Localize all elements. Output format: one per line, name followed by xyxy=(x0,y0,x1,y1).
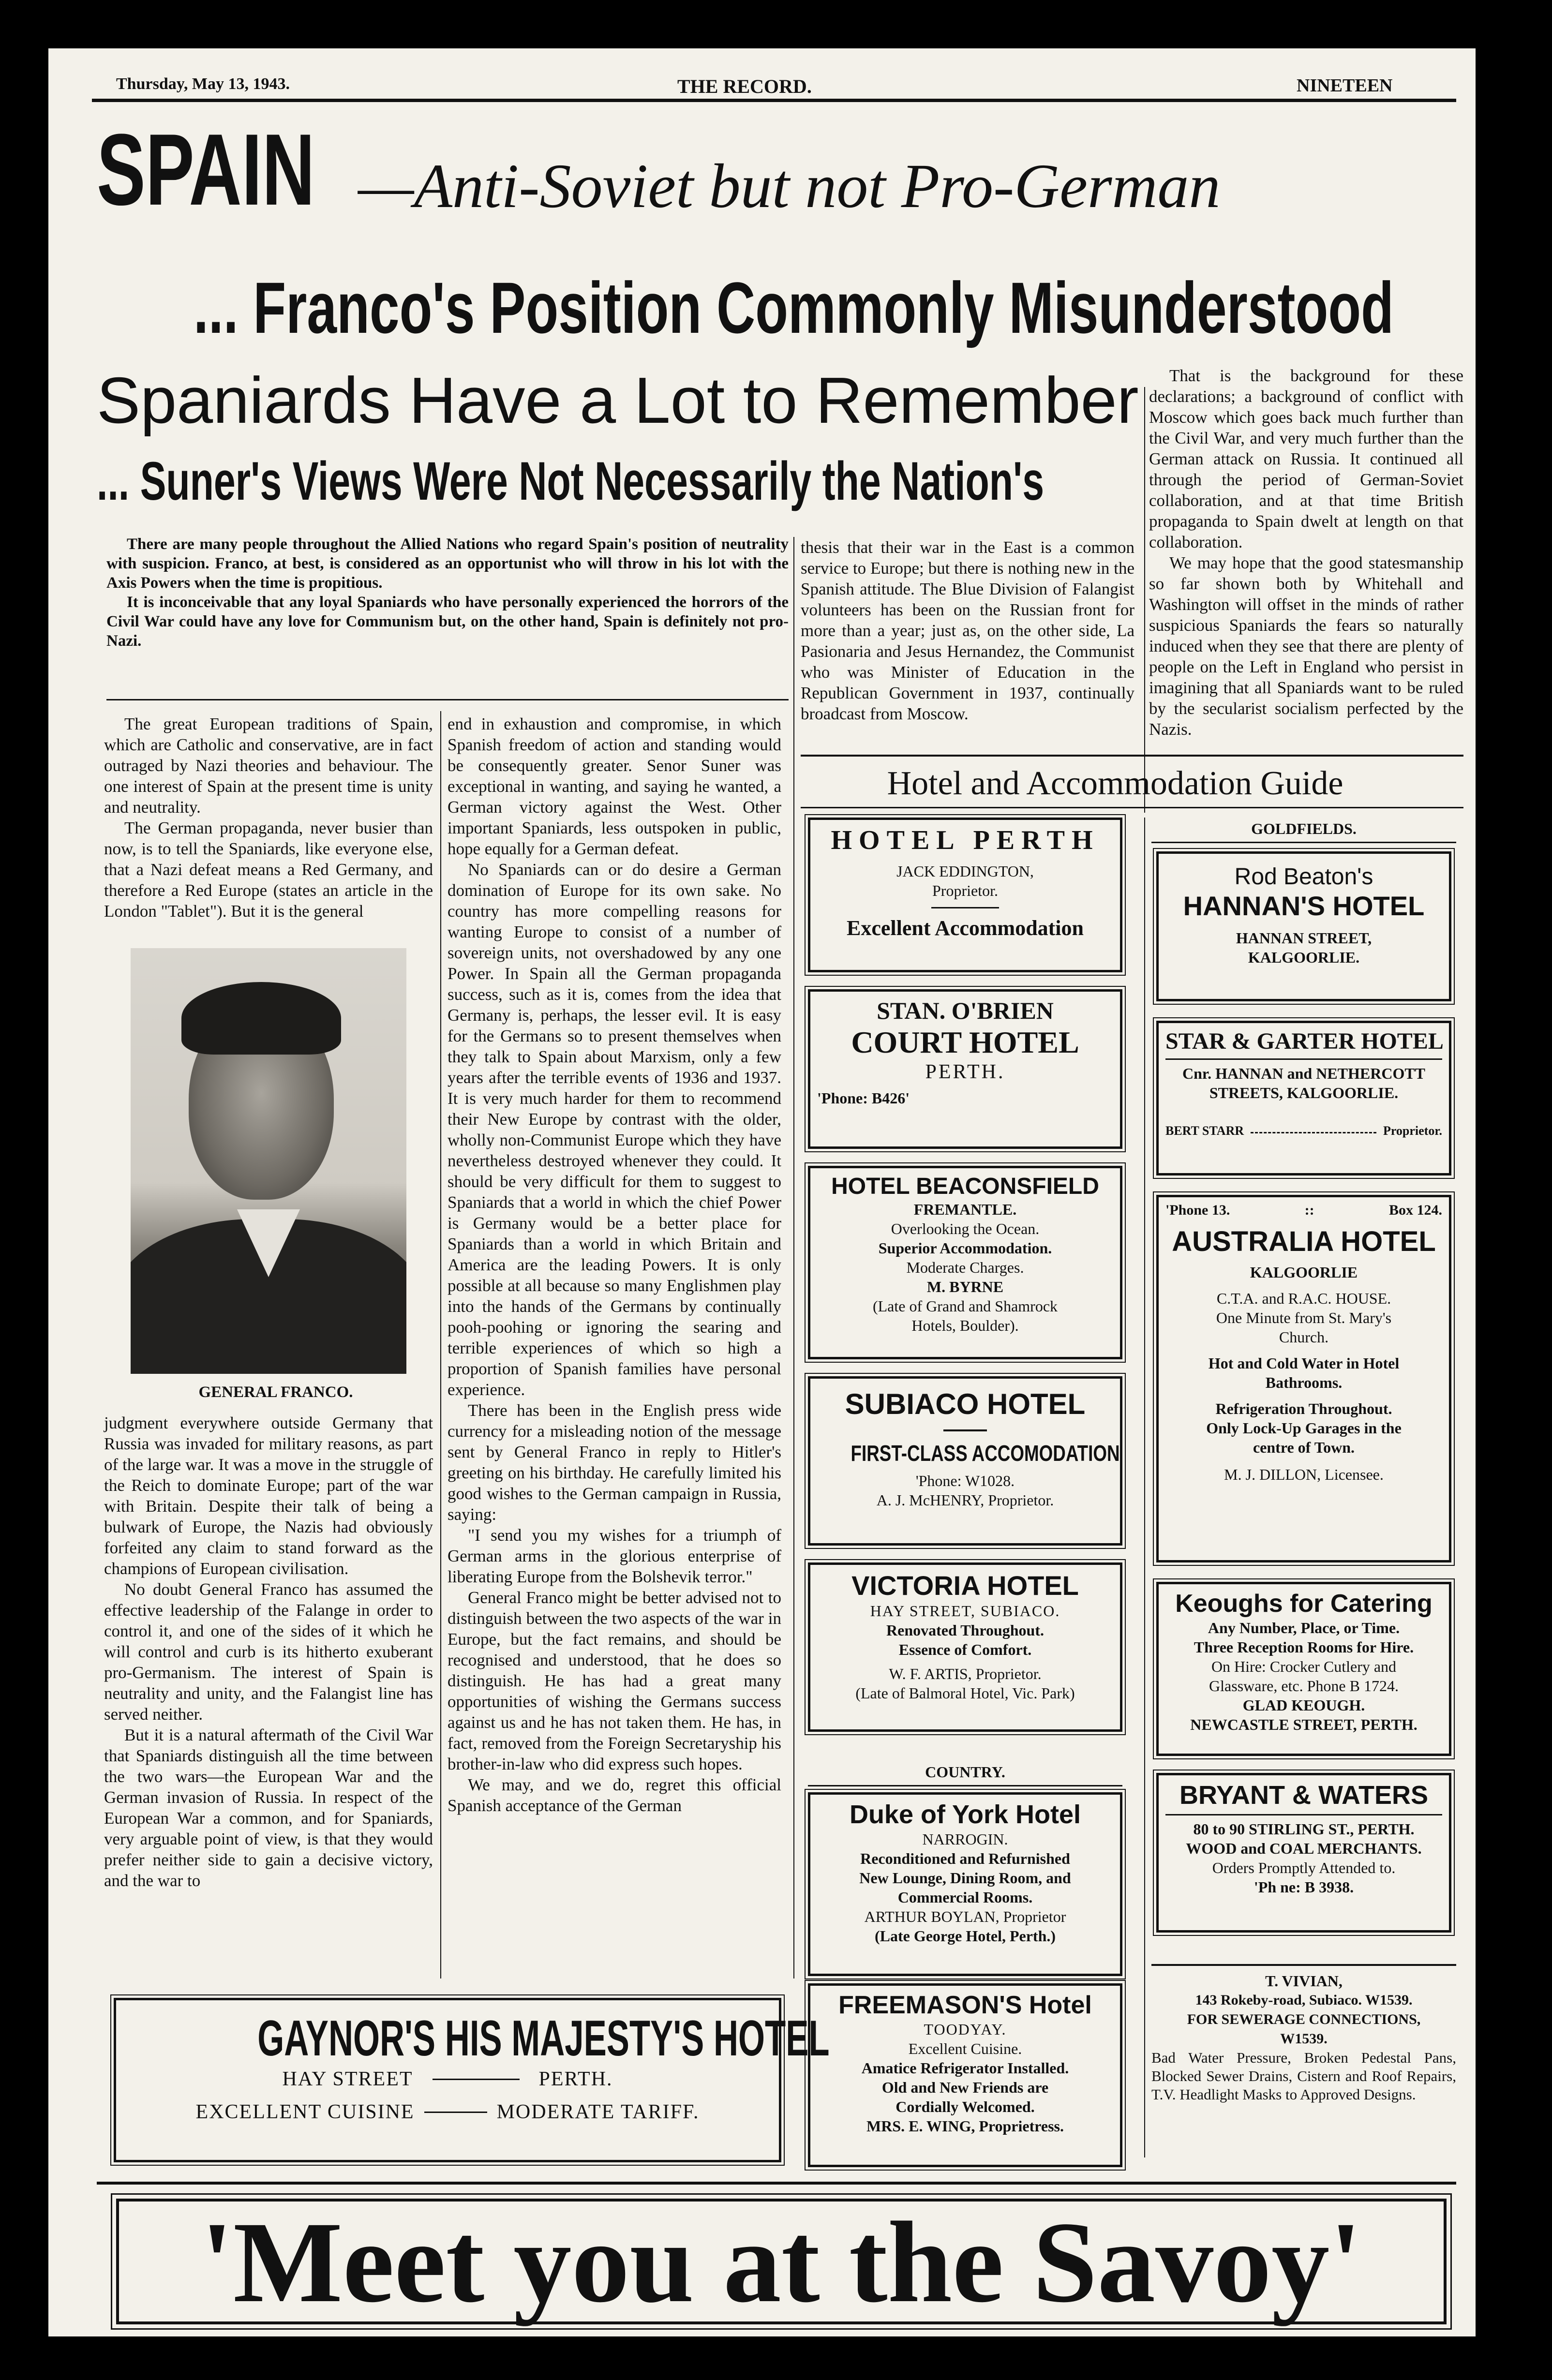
ad-line: FOR SEWERAGE CONNECTIONS, xyxy=(1187,2011,1421,2027)
ad-line: Overlooking the Ocean. xyxy=(891,1220,1040,1237)
ad-line: 80 to 90 STIRLING ST., PERTH. xyxy=(1193,1820,1415,1838)
column-2 xyxy=(448,714,781,1816)
headline-spain: SPAIN xyxy=(97,113,315,226)
photo-caption: GENERAL FRANCO. xyxy=(198,1383,353,1401)
ad-hotel-perth xyxy=(808,818,1122,972)
ad-line: Excellent Cuisine. xyxy=(908,2040,1022,2057)
column-3 xyxy=(801,537,1134,724)
article-paragraph: No doubt General Franco has assumed the effective leadership of the Falange in order to control it, and one of the sides of it which he will control and curb is its hitherto exuberant pro-Germanism. The interest of Spain is neutrality and unity, and the Falangist line has served neither. xyxy=(104,1580,433,1724)
ad-dash xyxy=(1251,1124,1376,1133)
column-divider xyxy=(440,711,441,1978)
ad-line: M. BYRNE xyxy=(926,1278,1004,1295)
ad-line: M. J. DILLON, Licensee. xyxy=(1224,1466,1384,1483)
headline-franco: ... Franco's Position Commonly Misunderstood xyxy=(194,267,1394,348)
ad-footer xyxy=(1165,1124,1442,1138)
vivian-rule xyxy=(1151,1964,1456,1966)
article-paragraph: But it is a natural aftermath of the Civil War that Spaniards distinguish all the time between the two wars—the European War and the German invasion of Russia. In respect of the European War a common, and for Spaniards, very arguable point of view, is that they would prefer neither side to gain a decisive victory, and the war to xyxy=(104,1726,433,1890)
ad-line: Hotels, Boulder). xyxy=(911,1317,1019,1334)
ad-line: ARTHUR BOYLAN, Proprietor xyxy=(864,1908,1066,1925)
lead-paragraph: It is inconceivable that any loyal Spaniards who have personally experienced the horrors of the Civil War could have any love for Communism but, on the other hand, Spain is definitely not pro-Nazi. xyxy=(106,594,789,650)
article-paragraph: That is the background for these declarations; a background of conflict with Moscow which goes back much further than the Civil War, and very much further than the German attack on Russia. It continued all through the period of German-Soviet collaboration, and at that time British propaganda to Spain dwelt at length on that collaboration. xyxy=(1149,366,1463,551)
header-rule xyxy=(92,99,1456,102)
headline-spain-sub: —Anti-Soviet but not Pro-German xyxy=(358,151,1221,221)
ad-title: HOTEL PERTH xyxy=(831,825,1100,855)
ad-line: Glassware, etc. Phone B 1724. xyxy=(1209,1677,1399,1695)
ad-line: (Late of Grand and Shamrock xyxy=(872,1297,1058,1315)
ad-line: Amatice Refrigerator Installed. xyxy=(861,2059,1069,2077)
ad-line: Proprietor. xyxy=(932,882,998,899)
ad-line: Box 124. xyxy=(1388,1202,1442,1218)
ad-t-vivian xyxy=(1151,1971,1456,2104)
ad-line: 'Phone: B426' xyxy=(817,1089,910,1107)
ad-line: Renovated Throughout. xyxy=(886,1621,1044,1639)
ad-line: EXCELLENT CUISINE xyxy=(195,2101,415,2123)
ad-divider xyxy=(433,2079,520,2080)
guide-title: Hotel and Accommodation Guide xyxy=(887,765,1343,802)
ad-line: Cordially Welcomed. xyxy=(895,2098,1035,2115)
ad-tagline xyxy=(123,2100,772,2124)
ad-line: Bad Water Pressure, Broken Pedestal Pans, Blocked Sewer Drains, Cistern and Roof Repairs, T.V. Headlight Masks to Approved Designs. xyxy=(1151,2049,1456,2103)
savoy-banner: 'Meet you at the Savoy' xyxy=(116,2199,1447,2324)
ad-divider xyxy=(1165,1814,1442,1815)
ad-duke-of-york-hotel xyxy=(808,1792,1122,1976)
ad-line: PERTH. xyxy=(538,2068,613,2090)
ad-line: W. F. ARTIS, Proprietor. xyxy=(889,1665,1042,1682)
section-country: COUNTRY. xyxy=(925,1763,1005,1781)
ad-gaynors-his-majestys-hotel xyxy=(114,1998,830,2162)
column-divider xyxy=(1144,818,1145,2157)
headline-spaniards: Spaniards Have a Lot to Remember xyxy=(97,364,1139,437)
ad-line: WOOD and COAL MERCHANTS. xyxy=(1186,1840,1422,1857)
article-paragraph: General Franco might be better advised not to distinguish between the two aspects of the war in Europe, but the fact remains, and should be recognised and understood, that he does so distinguish. He has had a great many opportunities of wishing the Germans success against us and he has not taken them. He has, in fact, removed from the Foreign Secretaryship his brother-in-law who did express such hopes. xyxy=(448,1588,781,1773)
ad-line: Moderate Charges. xyxy=(906,1259,1024,1276)
ad-line: Proprietor. xyxy=(1383,1124,1442,1138)
ad-line: Any Number, Place, or Time. xyxy=(1208,1619,1400,1636)
ad-divider xyxy=(943,1429,987,1431)
ad-title: STAR & GARTER HOTEL xyxy=(1165,1028,1444,1054)
article-paragraph: end in exhaustion and compromise, in which Spanish freedom of action and standing would be consequently greater. Senor Suner was exceptional in wanting, and saying he wanted, a German victory against the West. Other important Spaniards, less outspoken in public, hope equally for a German defeat. xyxy=(448,714,781,858)
article-paragraph: We may, and we do, regret this official Spanish acceptance of the German xyxy=(448,1775,781,1815)
article-paragraph: The great European traditions of Spain, which are Catholic and conservative, are in fact outraged by Nazi theories and behaviour. The one interest of Spain at the present time is unity and neutrality. xyxy=(104,714,433,817)
ad-court-hotel xyxy=(808,989,1122,1149)
ad-line: :: xyxy=(1304,1202,1314,1218)
article-paragraph: "I send you my wishes for a triumph of German arms in the glorious enterprise of liberating Europe from the Bolshevik terror." xyxy=(448,1526,781,1586)
ad-line: STREETS, KALGOORLIE. xyxy=(1209,1084,1399,1101)
ad-line: NARROGIN. xyxy=(922,1830,1008,1848)
ad-title: COURT HOTEL xyxy=(851,1025,1079,1059)
newspaper-page xyxy=(48,48,1476,2336)
section-goldfields: GOLDFIELDS. xyxy=(1251,820,1357,837)
ad-line: GLAD KEOUGH. xyxy=(1242,1696,1365,1714)
ad-line: Old and New Friends are xyxy=(881,2079,1049,2096)
ad-line: (Late of Balmoral Hotel, Vic. Park) xyxy=(855,1684,1075,1702)
ad-line: Bathrooms. xyxy=(1265,1374,1343,1391)
ad-australia-hotel xyxy=(1156,1195,1451,1562)
franco-photo xyxy=(131,948,406,1374)
ad-line: JACK EDDINGTON, xyxy=(896,863,1034,880)
ad-line: Superior Accommodation. xyxy=(878,1239,1052,1257)
ad-line: One Minute from St. Mary's xyxy=(1216,1309,1392,1326)
ad-title: GAYNOR'S HIS MAJESTY'S HOTEL xyxy=(257,2010,830,2067)
ad-line: W1539. xyxy=(1280,2031,1328,2047)
ad-line: PERTH. xyxy=(925,1061,1005,1083)
ad-line: Three Reception Rooms for Hire. xyxy=(1194,1638,1414,1656)
ad-address-line xyxy=(123,2068,772,2091)
ad-line: BERT STARR xyxy=(1165,1124,1244,1138)
ad-header-line xyxy=(1165,1202,1442,1219)
ad-title: Keoughs for Catering xyxy=(1175,1590,1433,1618)
ad-title: FREEMASON'S Hotel xyxy=(838,1991,1092,2019)
ad-title: Duke of York Hotel xyxy=(849,1800,1081,1829)
ad-line: HANNAN STREET, xyxy=(1236,929,1372,947)
guide-title-rule xyxy=(801,807,1463,808)
section-rule xyxy=(1151,842,1456,843)
column-divider xyxy=(1144,387,1145,813)
ad-line: 143 Rokeby-road, Subiaco. W1539. xyxy=(1195,1992,1413,2008)
column-4 xyxy=(1149,365,1463,740)
ad-line: KALGOORLIE xyxy=(1250,1264,1358,1281)
ad-divider xyxy=(1165,1058,1442,1060)
ad-line: Rod Beaton's xyxy=(1234,864,1373,890)
photo-hair xyxy=(181,982,341,1055)
article-paragraph: The German propaganda, never busier than now, is to tell the Spaniards, like everyone else, that a Nazi defeat means a Red Germany, and therefore a Red Europe (states an article in the London "Tablet"). But it is the general xyxy=(104,818,433,921)
article-paragraph: thesis that their war in the East is a common service to Europe; but there is nothing new in the Spanish attitude. The Blue Division of Falangist volunteers has been on the Russian front for more than a year; just as, on the other side, La Pasionaria and Jesus Hernandez, the Communist who was Minister of Education in the Republican Government in 1937, continually broadcast from Moscow. xyxy=(801,538,1134,723)
ad-star-and-garter-hotel xyxy=(1156,1021,1451,1175)
ad-subiaco-hotel xyxy=(808,1376,1122,1546)
ad-freemasons-hotel xyxy=(808,1983,1122,2167)
ad-line: HAY STREET xyxy=(282,2068,413,2090)
ad-keoughs-catering xyxy=(1156,1582,1451,1756)
ad-line: FREMANTLE. xyxy=(913,1201,1017,1218)
ad-line: Excellent Accommodation xyxy=(846,916,1084,940)
article-paragraph: No Spaniards can or do desire a German domination of Europe for its own sake. No country has more compelling reasons for wanting Europe to consist of a number of sovereign units, not overshadowed by any one Power. In Spain all the German propaganda success, such as it is, comes from the idea that Germany is, perhaps, the lesser evil. It is easy for the Germans so to present themselves when they talk to Spain about Marxism, only a few years after the terrible events of 1936 and 1937. It is very much harder for them to recommend their New Europe by contrast with the older, wholly non-Communist Europe which they have nevertheless destroyed whenever they could. It should be very difficult for them to suggest to Spaniards that a world in which the chief Power is Germany would be a better place for Spaniards than a world in which Britain and America are the leading Powers. It is only possible at all because so many Englishmen play into the hands of the Germans by continually pooh-poohing or ignoring the searing and terrible experiences of which so high a proportion of Spanish families have personal experience. xyxy=(448,860,781,1399)
ad-line: centre of Town. xyxy=(1253,1439,1355,1456)
ad-line: Church. xyxy=(1279,1328,1329,1346)
ad-line: NEWCASTLE STREET, PERTH. xyxy=(1190,1716,1418,1733)
ad-line: A. J. McHENRY, Proprietor. xyxy=(876,1491,1054,1509)
ad-line: Only Lock-Up Garages in the xyxy=(1206,1419,1402,1437)
ad-line: FIRST-CLASS ACCOMODATION xyxy=(851,1441,1120,1466)
ad-title: HOTEL BEACONSFIELD xyxy=(831,1174,1099,1199)
ad-line: Orders Promptly Attended to. xyxy=(1212,1859,1396,1876)
article-paragraph: There has been in the English press wide currency for a misleading notion of the message sent by General Franco in reply to Hitler's greeting on his birthday. He carefully limited his good wishes to the German campaign in Russia, saying: xyxy=(448,1401,781,1524)
ad-title: AUSTRALIA HOTEL xyxy=(1172,1226,1436,1257)
ad-hannans-hotel xyxy=(1156,851,1451,1001)
ad-title: VICTORIA HOTEL xyxy=(851,1570,1079,1601)
ad-title: HANNAN'S HOTEL xyxy=(1183,891,1425,921)
ad-title: SUBIACO HOTEL xyxy=(845,1388,1086,1420)
article-paragraph: We may hope that the good statesmanship so far shown both by Whitehall and Washington will offset in the minds of rather suspicious Spaniards the fears so naturally induced when they see that there are plenty of people on the Left in England who persist in imagining that all Spaniards want to be ruled by the secularist socialism perfected by the Nazis. xyxy=(1149,553,1463,739)
ad-line: TOODYAY. xyxy=(924,2021,1007,2038)
ad-divider xyxy=(931,907,999,908)
ad-line: 'Ph ne: B 3938. xyxy=(1254,1878,1354,1896)
column-divider xyxy=(793,537,794,1978)
ad-line: 'Phone: W1028. xyxy=(915,1472,1015,1489)
ad-line: Commercial Rooms. xyxy=(897,1889,1033,1906)
ad-line: HAY STREET, SUBIACO. xyxy=(870,1602,1060,1620)
ad-line: Reconditioned and Refurnished xyxy=(860,1850,1070,1867)
ad-title: T. VIVIAN, xyxy=(1265,1972,1343,1990)
page-number: NINETEEN xyxy=(1297,75,1393,96)
ad-title: BRYANT & WATERS xyxy=(1179,1781,1429,1810)
ad-line: MODERATE TARIFF. xyxy=(496,2101,700,2123)
ad-line: MRS. E. WING, Proprietress. xyxy=(866,2117,1064,2135)
ad-line: Cnr. HANNAN and NETHERCOTT xyxy=(1182,1065,1426,1082)
guide-top-rule xyxy=(801,755,1463,757)
ad-divider xyxy=(424,2112,487,2113)
ad-line: Essence of Comfort. xyxy=(898,1641,1032,1658)
ad-line: C.T.A. and R.A.C. HOUSE. xyxy=(1216,1290,1391,1307)
savoy-top-rule xyxy=(97,2182,1456,2185)
ad-line: 'Phone 13. xyxy=(1165,1202,1230,1218)
column-1-bottom xyxy=(104,1413,433,1891)
ad-line: Hot and Cold Water in Hotel xyxy=(1208,1354,1400,1372)
lead-paragraph: There are many people throughout the Allied Nations who regard Spain's position of neutrality with suspicion. Franco, at best, is considered as an opportunist who will throw in his lot with the Axis Powers when the time is propitious. xyxy=(106,536,789,592)
ad-line: On Hire: Crocker Cutlery and xyxy=(1211,1658,1397,1675)
lead-text xyxy=(106,535,789,651)
ad-title: STAN. O'BRIEN xyxy=(877,997,1054,1024)
ad-line: New Lounge, Dining Room, and xyxy=(859,1869,1071,1887)
lead-rule xyxy=(106,699,789,700)
ad-line: (Late George Hotel, Perth.) xyxy=(874,1927,1056,1945)
article-paragraph: judgment everywhere outside Germany that Russia was invaded for military reasons, as part of the large war. It was a move in the struggle of the Reich to dominate Europe; part of the war with Britain. Despite their talk of being a bulwark of Europe, the Nazis had obviously forfeited any claim to stand forward as the champions of European civilisation. xyxy=(104,1413,433,1578)
ad-line: KALGOORLIE. xyxy=(1248,949,1360,966)
section-rule xyxy=(808,1785,1122,1786)
ad-hotel-beaconsfield xyxy=(808,1166,1122,1359)
ad-bryant-and-waters xyxy=(1156,1773,1451,1933)
headline-suner: ... Suner's Views Were Not Necessarily the Nation's xyxy=(97,451,1045,511)
ad-line: Refrigeration Throughout. xyxy=(1215,1400,1392,1417)
column-1-top xyxy=(104,714,433,922)
paper-name: THE RECORD. xyxy=(677,75,812,97)
ad-victoria-hotel xyxy=(808,1562,1122,1732)
issue-date: Thursday, May 13, 1943. xyxy=(116,75,290,93)
